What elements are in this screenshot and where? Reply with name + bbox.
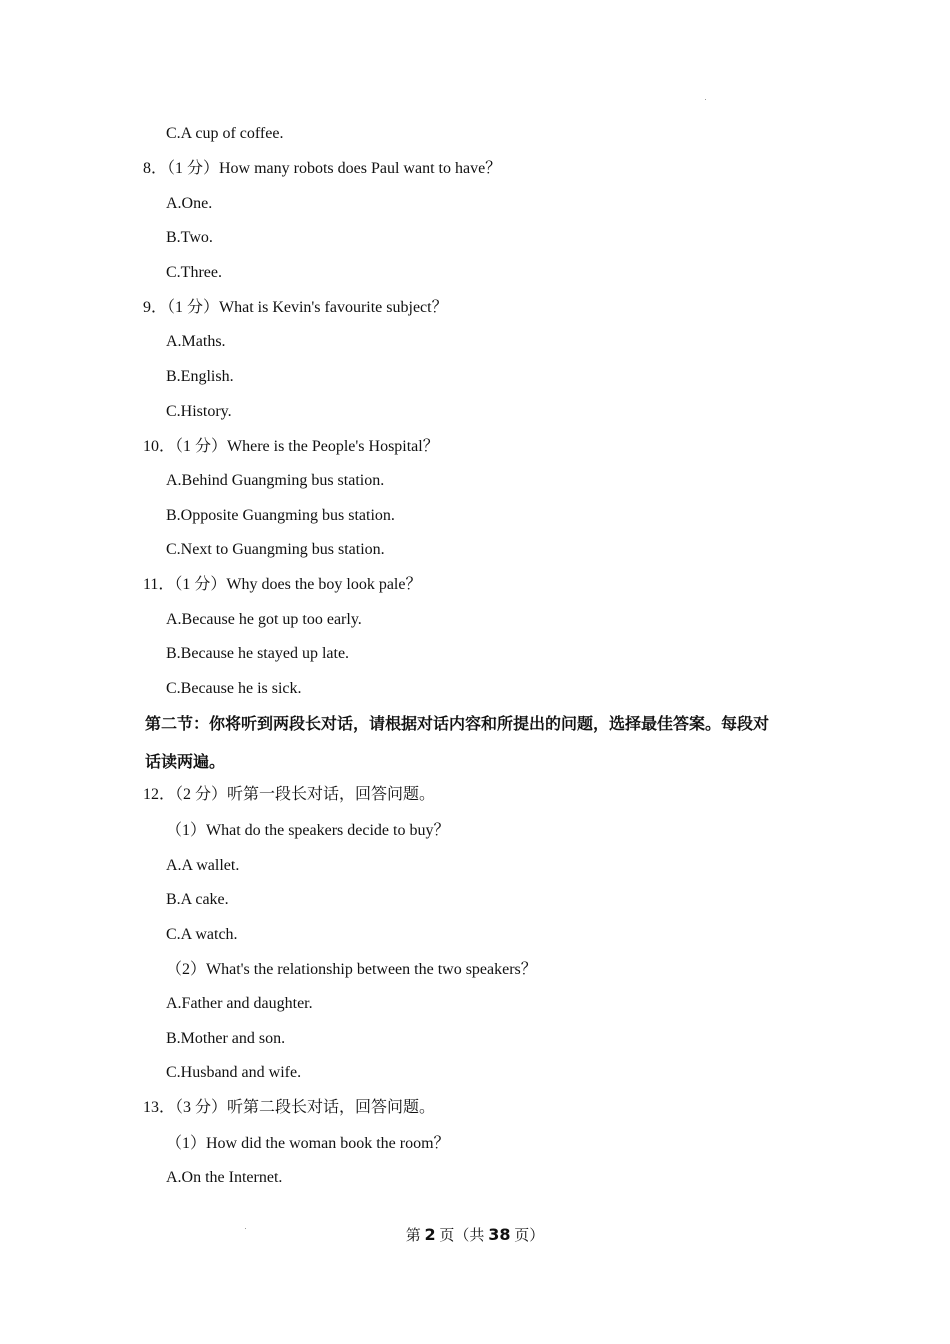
footer-total-pages: 38 [488,1225,511,1244]
answer-option: B.Opposite Guangming bus station. [166,507,395,524]
sub-question: （1）How did the woman book the room？ [166,1135,450,1152]
footer-page-number: 2 [424,1225,436,1244]
question-stem: 9．（1 分）What is Kevin's favourite subject？ [143,299,448,316]
answer-option: B.Because he stayed up late. [166,645,350,662]
answer-option: C.History. [166,403,232,420]
sub-question: （2）What's the relationship between the two speakers？ [166,961,537,978]
answer-option: C.Next to Guangming bus station. [166,541,385,558]
page-footer [0,1225,950,1246]
scan-dot [245,1228,246,1229]
question-stem: 13．（3 分）听第二段长对话，回答问题。 [143,1099,436,1116]
question-stem: 12．（2 分）听第一段长对话，回答问题。 [143,786,436,803]
section-heading: 第二节：你将听到两段长对话，请根据对话内容和所提出的问题，选择最佳答案。每段对 [145,714,770,733]
answer-option: C.Three. [166,264,222,281]
answer-option: A.One. [166,195,213,212]
section-heading: 话读两遍。 [145,752,226,771]
answer-option: B.Two. [166,229,213,246]
footer-middle: 页（共 [435,1228,489,1244]
answer-option: A.Behind Guangming bus station. [166,472,385,489]
footer-suffix: 页） [510,1228,545,1244]
answer-option: A.On the Internet. [166,1169,283,1186]
question-stem: 11．（1 分）Why does the boy look pale？ [143,576,422,593]
answer-option: B.A cake. [166,891,229,908]
sub-question: （1）What do the speakers decide to buy？ [166,822,450,839]
answer-option: B.Mother and son. [166,1030,286,1047]
answer-option: C.A cup of coffee. [166,125,284,142]
answer-option: A.A wallet. [166,857,240,874]
scan-dot [705,99,706,100]
question-stem: 8．（1 分）How many robots does Paul want to have？ [143,160,502,177]
answer-option: A.Maths. [166,333,226,350]
answer-option: C.Because he is sick. [166,680,302,697]
answer-option: A.Because he got up too early. [166,611,362,628]
question-stem: 10．（1 分）Where is the People's Hospital？ [143,438,439,455]
answer-option: C.Husband and wife. [166,1064,302,1081]
footer-prefix: 第 [405,1228,425,1244]
answer-option: B.English. [166,368,234,385]
answer-option: C.A watch. [166,926,238,943]
answer-option: A.Father and daughter. [166,995,313,1012]
